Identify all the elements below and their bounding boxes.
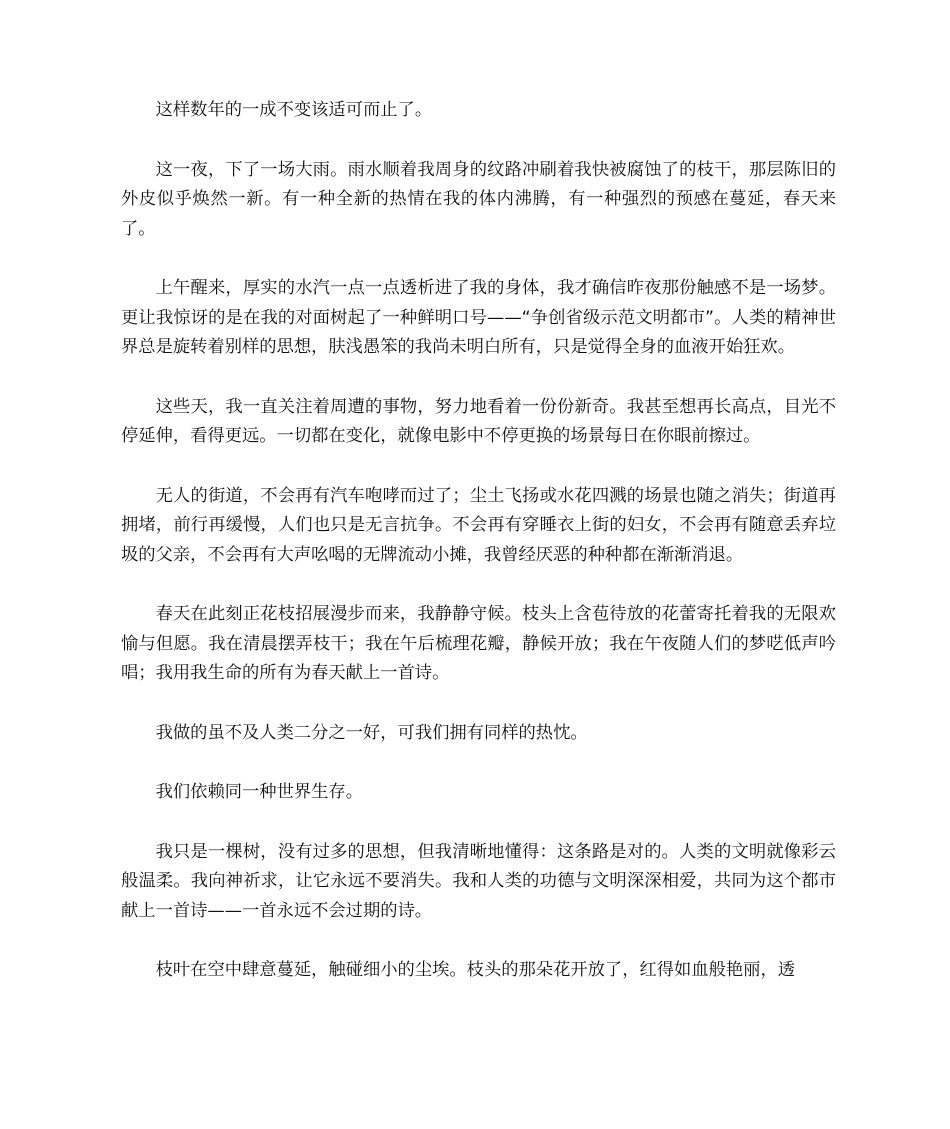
paragraph: 上午醒来，厚实的水汽一点一点透析进了我的身体，我才确信昨夜那份触感不是一场梦。更让我惊讶的是在我的对面树起了一种鲜明口号——“争创省级示范文明都市”。人类的精神世界总是旋转着别样的思想，肤浅愚笨的我尚未明白所有，只是觉得全身的血液开始狂欢。 xyxy=(121,278,836,357)
paragraph: 我做的虽不及人类二分之一好，可我们拥有同样的热忱。 xyxy=(155,722,588,743)
paragraph: 无人的街道，不会再有汽车咆哮而过了；尘土飞扬或水花四溅的场景也随之消失；街道再拥堵，前行再缓慢，人们也只是无言抗争。不会再有穿睡衣上街的妇女，不会再有随意丢弃垃圾的父亲，不会再有大声吆喝的无牌流动小摊，我曾经厌恶的种种都在渐渐消退。 xyxy=(121,485,836,565)
paragraph: 这样数年的一成不变该适可而止了。 xyxy=(155,100,433,120)
paragraph: 我只是一棵树，没有过多的思想，但我清晰地懂得：这条路是对的。人类的文明就像彩云般温柔。我向神祈求，让它永远不要消失。我和人类的功德与文明深深相爱，共同为这个都市献上一首诗——一首永远不会过期的诗。 xyxy=(121,841,836,921)
paragraph: 这些天，我一直关注着周遭的事物，努力地看着一份份新奇。我甚至想再长高点，目光不停延伸，看得更远。一切都在变化，就像电影中不停更换的场景每日在你眼前擦过。 xyxy=(121,396,836,446)
paragraph: 枝叶在空中肆意蔓延，触碰细小的尘埃。枝头的那朵花开放了，红得如血般艳丽，透 xyxy=(155,960,796,980)
paragraph: 这一夜，下了一场大雨。雨水顺着我周身的纹路冲刷着我快被腐蚀了的枝干，那层陈旧的外皮似乎焕然一新。有一种全新的热情在我的体内沸腾，有一种强烈的预感在蔓延，春天来了。 xyxy=(121,159,836,239)
paragraph: 春天在此刻正花枝招展漫步而来，我静静守候。枝头上含苞待放的花蕾寄托着我的无限欢愉与但愿。我在清晨摆弄枝干；我在午后梳理花瓣，静候开放；我在午夜随人们的梦呓低声吟唱；我用我生命的所有为春天献上一首诗。 xyxy=(121,604,836,683)
document-body xyxy=(121,96,836,1016)
paragraph: 我们依赖同一种世界生存。 xyxy=(155,782,363,802)
